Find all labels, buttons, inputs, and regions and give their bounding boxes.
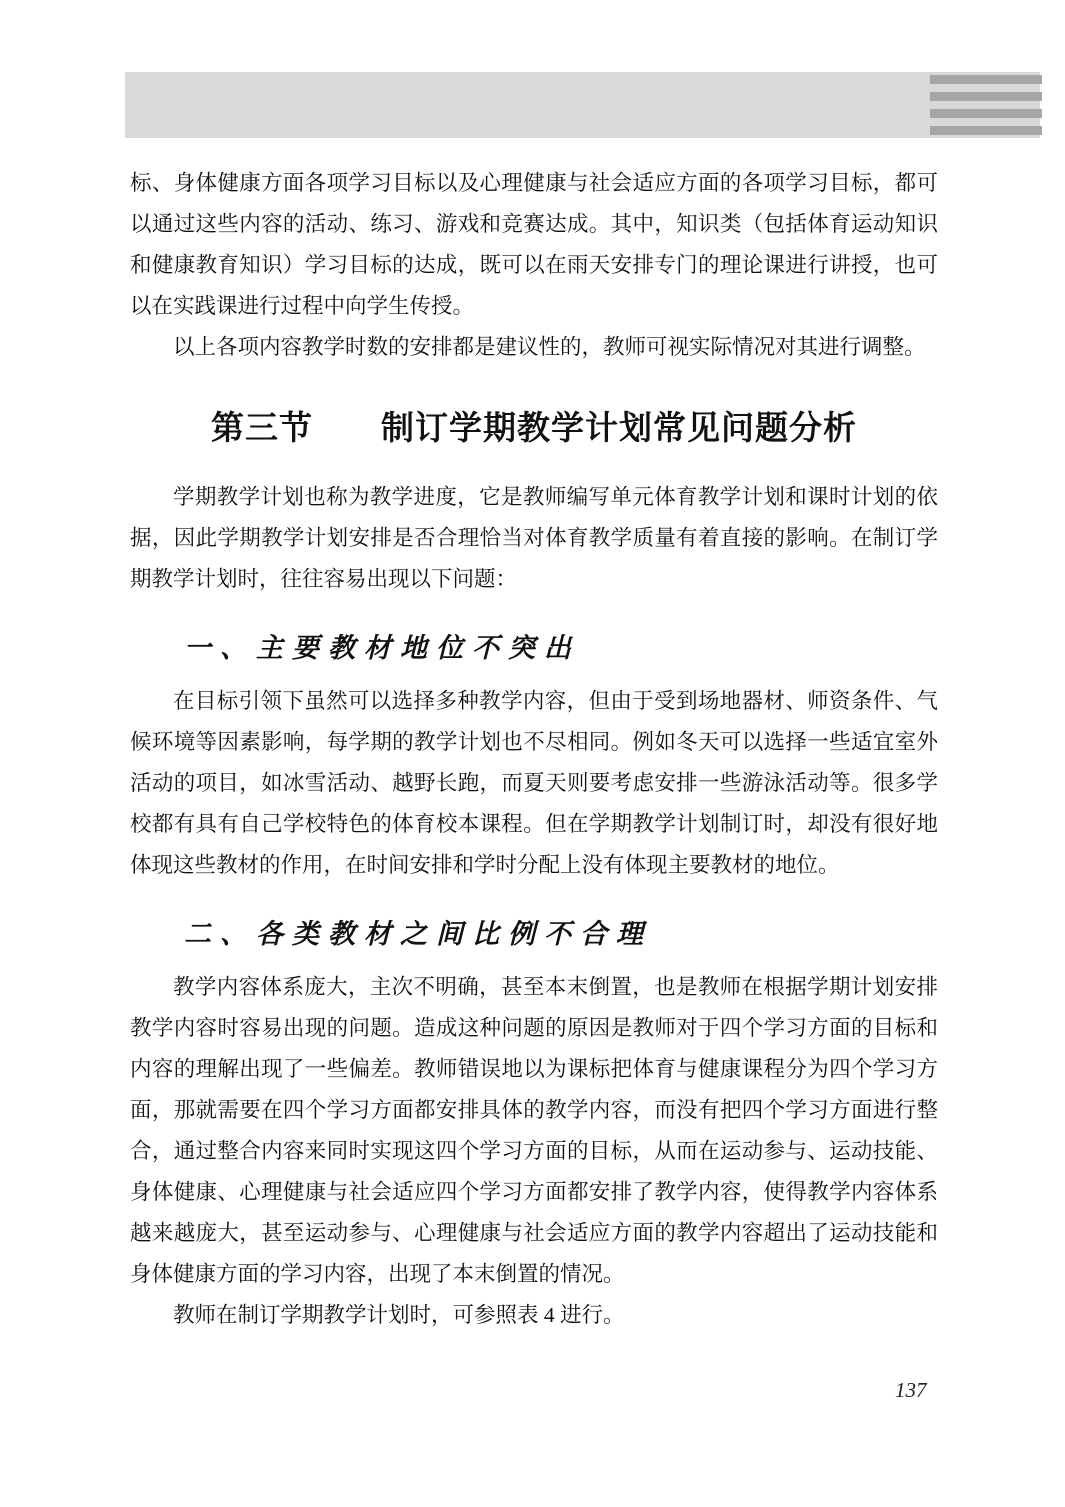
subheading-1: 一、主要教材地位不突出 xyxy=(184,633,580,663)
header-stripes xyxy=(930,75,1042,135)
paragraph-intro: 学期教学计划也称为教学进度，它是教师编写单元体育教学计划和课时计划的依据，因此学期教学计划安排是否合理恰当对体育教学质量有着直接的影响。在制订学期教学计划时，往往容易出现以下问题： xyxy=(130,485,938,591)
section-title: 第三节 制订学期教学计划常见问题分析 xyxy=(211,411,857,447)
paragraph-issue-1: 在目标引领下虽然可以选择多种教学内容，但由于受到场地器材、师资条件、气候环境等因素影响，每学期的教学计划也不尽相同。例如冬天可以选择一些适宜室外活动的项目，如冰雪活动、越野长跑，而夏天则要考虑安排一些游泳活动等。很多学校都有具有自己学校特色的体育校本课程。但在学期教学计划制订时，却没有很好地体现这些教材的作用，在时间安排和学时分配上没有体现主要教材的地位。 xyxy=(130,689,938,877)
header-stripe xyxy=(930,126,1042,135)
paragraph-issue-2: 教学内容体系庞大，主次不明确，甚至本末倒置，也是教师在根据学期计划安排教学内容时容易出现的问题。造成这种问题的原因是教师对于四个学习方面的目标和内容的理解出现了一些偏差。教师错误地以为课标把体育与健康课程分为四个学习方面，那就需要在四个学习方面都安排具体的教学内容，而没有把四个学习方面进行整合，通过整合内容来同时实现这四个学习方面的目标，从而在运动参与、运动技能、身体健康、心理健康与社会适应四个学习方面都安排了教学内容，使得教学内容体系越来越庞大，甚至运动参与、心理健康与社会适应方面的教学内容超出了运动技能和身体健康方面的学习内容，出现了本末倒置的情况。 xyxy=(130,975,938,1286)
header-stripe xyxy=(930,92,1042,101)
page-number: 137 xyxy=(895,1378,927,1402)
header-stripe xyxy=(930,75,1042,84)
paragraph-note: 以上各项内容教学时数的安排都是建议性的，教师可视实际情况对其进行调整。 xyxy=(173,335,926,359)
paragraph-continued: 标、身体健康方面各项学习目标以及心理健康与社会适应方面的各项学习目标，都可以通过这些内容的活动、练习、游戏和竞赛达成。其中，知识类（包括体育运动知识和健康教育知识）学习目标的达成，既可以在雨天安排专门的理论课进行讲授，也可以在实践课进行过程中向学生传授。 xyxy=(130,171,938,318)
page-content xyxy=(130,163,938,1336)
paragraph-table-reference: 教师在制订学期教学计划时，可参照表 4 进行。 xyxy=(173,1303,625,1327)
subheading-2: 二、各类教材之间比例不合理 xyxy=(184,919,652,949)
header-band xyxy=(125,72,1040,138)
header-stripe xyxy=(930,109,1042,118)
